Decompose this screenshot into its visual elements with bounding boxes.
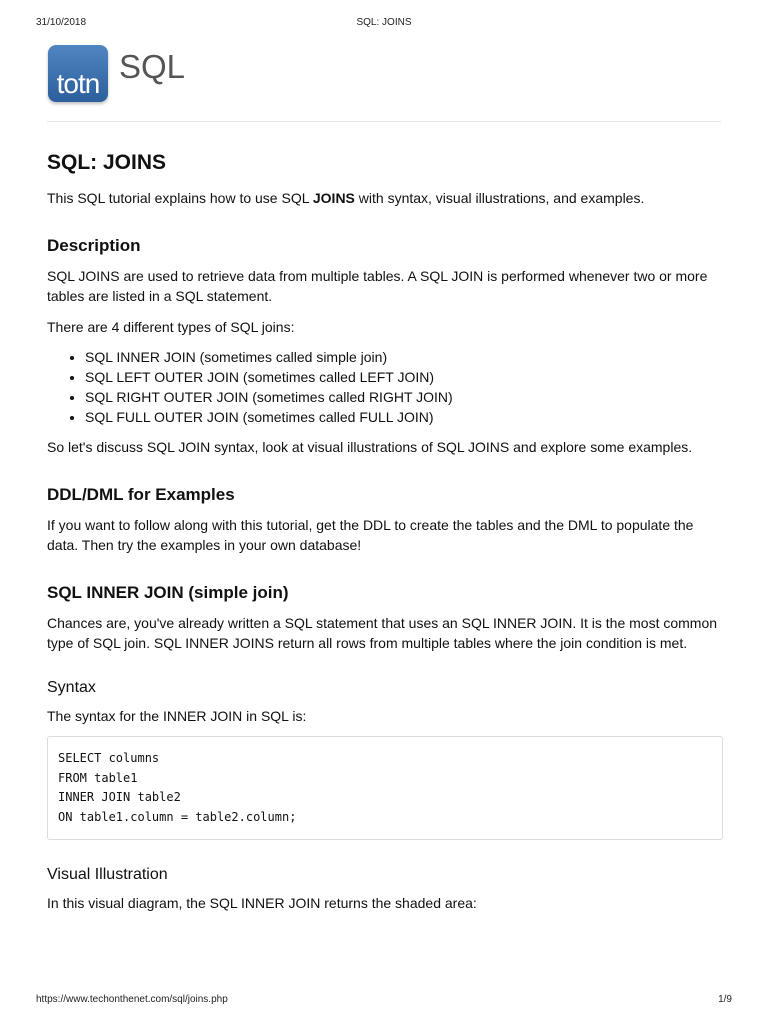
article-content xyxy=(47,150,723,924)
code-line: INNER JOIN table2 xyxy=(58,790,181,804)
description-heading: Description xyxy=(47,235,141,255)
description-paragraph: SQL JOINS are used to retrieve data from multiple tables. A SQL JOIN is performed whenever two or more tables are listed in a SQL statement. xyxy=(47,267,708,304)
list-item: • SQL INNER JOIN (sometimes called simple join) xyxy=(85,347,723,367)
print-title: SQL: JOINS xyxy=(356,17,412,28)
site-logo[interactable] xyxy=(48,44,185,102)
visual-illustration-intro: In this visual diagram, the SQL INNER JOIN returns the shaded area: xyxy=(47,895,477,911)
print-header xyxy=(36,17,732,31)
code-line: FROM table1 xyxy=(58,770,138,785)
list-item: • SQL FULL OUTER JOIN (sometimes called FULL JOIN) xyxy=(85,407,723,427)
code-line: SELECT columns xyxy=(58,751,160,765)
ddl-heading: DDL/DML for Examples xyxy=(47,484,235,504)
logo-wordmark: SQL xyxy=(119,48,186,85)
print-footer xyxy=(36,994,732,1008)
join-types-intro: There are 4 different types of SQL joins: xyxy=(47,318,295,335)
page-number: 1/9 xyxy=(718,994,732,1005)
discuss-paragraph: So let's discuss SQL JOIN syntax, look at visual illustrations of SQL JOINS and explore some examples. xyxy=(47,439,693,455)
print-date: 31/10/2018 xyxy=(36,17,87,28)
list-item: • SQL LEFT OUTER JOIN (sometimes called LEFT JOIN) xyxy=(85,367,723,387)
page-title: SQL: JOINS xyxy=(47,151,167,174)
visual-illustration-heading: Visual Illustration xyxy=(47,866,168,883)
syntax-heading: Syntax xyxy=(47,678,96,696)
syntax-code-block[interactable] xyxy=(47,736,723,840)
logo-badge: totn xyxy=(48,45,108,102)
code-line: ON table1.column = table2.column; xyxy=(58,809,297,824)
list-item: • SQL RIGHT OUTER JOIN (sometimes called RIGHT JOIN) xyxy=(85,387,723,407)
header-divider xyxy=(47,121,721,122)
join-types-list xyxy=(47,347,723,427)
intro-paragraph: This SQL tutorial explains how to use SQL JOINS with syntax, visual illustrations, and examples. xyxy=(47,190,645,206)
page-url: https://www.techonthenet.com/sql/joins.php xyxy=(36,994,228,1005)
inner-join-heading: SQL INNER JOIN (simple join) xyxy=(47,582,289,602)
ddl-paragraph: If you want to follow along with this tutorial, get the DDL to create the tables and the DML to populate the data. Then try the examples in your own database! xyxy=(47,516,694,553)
syntax-intro: The syntax for the INNER JOIN in SQL is: xyxy=(47,707,307,724)
inner-join-paragraph: Chances are, you've already written a SQL statement that uses an SQL INNER JOIN. It is the most common type of SQL join. SQL INNER JOINS return all rows from multiple tables where the join condition is met. xyxy=(47,614,718,651)
